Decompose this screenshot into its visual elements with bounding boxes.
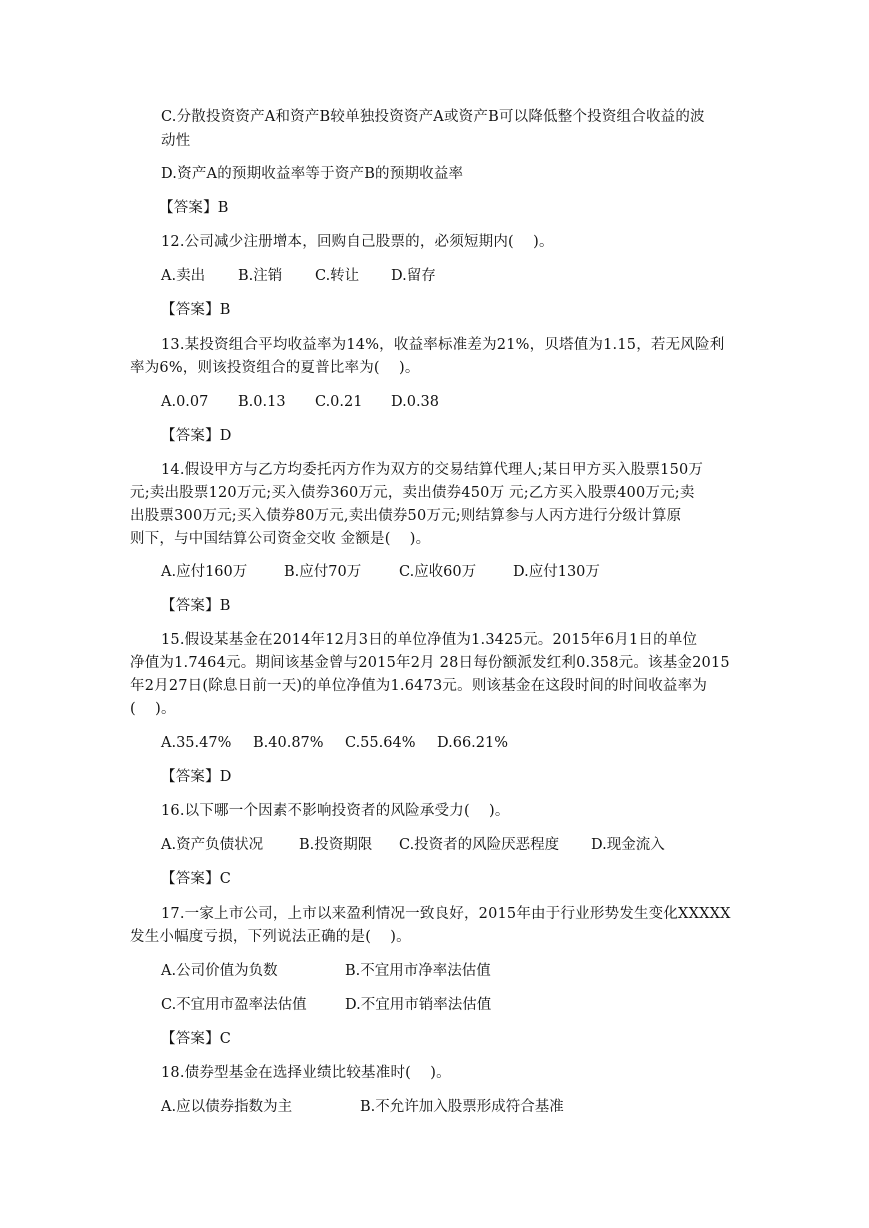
q15-option-d: D.66.21% <box>437 735 509 751</box>
q17-answer: 【答案】C <box>161 1031 232 1047</box>
q13-answer: 【答案】D <box>161 428 232 444</box>
q14-stem-line2: 元;卖出股票120万元;买入债券360万元，卖出债券450万 元;乙方买入股票400万元;卖 <box>130 485 695 501</box>
q15-stem-line2: 净值为1.7464元。期间该基金曾与2015年2月 28日每份额派发红利0.358元。该基金2015 <box>130 655 730 671</box>
q15-stem-line3: 年2月27日(除息日前一天)的单位净值为1.6473元。则该基金在这段时间的时间收益率为 <box>130 678 708 694</box>
q14-stem-line4: 则下，与中国结算公司资金交收 金额是( )。 <box>130 531 431 547</box>
q18-stem: 18.债券型基金在选择业绩比较基准时( )。 <box>161 1065 451 1081</box>
q15-option-a: A.35.47% <box>161 735 232 751</box>
q16-stem: 16.以下哪一个因素不影响投资者的风险承受力( )。 <box>161 803 510 819</box>
q16-option-a: A.资产负债状况 <box>161 837 264 853</box>
q14-option-b: B.应付70万 <box>284 564 362 580</box>
q16-option-c: C.投资者的风险厌恶程度 <box>399 837 560 853</box>
q14-stem-line1: 14.假设甲方与乙方均委托丙方作为双方的交易结算代理人;某日甲方买入股票150万 <box>161 462 704 478</box>
q12-option-c: C.转让 <box>315 268 360 284</box>
q16-answer: 【答案】C <box>161 871 232 887</box>
q17-option-d: D.不宜用市销率法估值 <box>345 997 492 1013</box>
q14-answer: 【答案】B <box>161 598 231 614</box>
q18-option-b: B.不允许加入股票形成符合基准 <box>360 1099 564 1115</box>
q13-stem-line1: 13.某投资组合平均收益率为14%，收益率标准差为21%，贝塔值为1.15，若无风险利 <box>161 337 725 353</box>
q15-option-c: C.55.64% <box>345 735 416 751</box>
q17-stem-line1: 17.一家上市公司，上市以来盈利情况一致良好，2015年由于行业形势发生变化XXXXX <box>161 906 731 922</box>
q17-option-a: A.公司价值为负数 <box>161 963 278 979</box>
q11-option-c-line1: C.分散投资资产A和资产B较单独投资资产A或资产B可以降低整个投资组合收益的波 <box>161 109 705 125</box>
q12-stem: 12.公司减少注册增本，回购自己股票的，必须短期内( )。 <box>161 234 554 250</box>
q11-option-c-line2: 动性 <box>161 133 191 149</box>
q12-option-b: B.注销 <box>238 268 283 284</box>
q17-option-c: C.不宜用市盈率法估值 <box>161 997 307 1013</box>
q15-stem-line4: ( )。 <box>130 701 176 717</box>
q13-option-b: B.0.13 <box>238 394 286 410</box>
q11-option-d: D.资产A的预期收益率等于资产B的预期收益率 <box>161 166 464 182</box>
q15-stem-line1: 15.假设某基金在2014年12月3日的单位净值为1.3425元。2015年6月1日的单位 <box>161 632 698 648</box>
q11-answer: 【答案】B <box>159 200 229 216</box>
q12-option-d: D.留存 <box>391 268 436 284</box>
q13-option-d: D.0.38 <box>391 394 440 410</box>
q17-option-b: B.不宜用市净率法估值 <box>345 963 491 979</box>
q13-option-c: C.0.21 <box>315 394 363 410</box>
q13-stem-line2: 率为6%，则该投资组合的夏普比率为( )。 <box>130 360 420 376</box>
q15-answer: 【答案】D <box>161 769 232 785</box>
q13-option-a: A.0.07 <box>161 394 209 410</box>
q18-option-a: A.应以债券指数为主 <box>161 1099 293 1115</box>
q12-option-a: A.卖出 <box>161 268 206 284</box>
q17-stem-line2: 发生小幅度亏损，下列说法正确的是( )。 <box>130 929 411 945</box>
q14-option-d: D.应付130万 <box>513 564 600 580</box>
q14-option-a: A.应付160万 <box>161 564 248 580</box>
q16-option-d: D.现金流入 <box>591 837 665 853</box>
q14-stem-line3: 出股票300万元;买入债券80万元,卖出债券50万元;则结算参与人丙方进行分级计算原 <box>130 508 682 524</box>
q15-option-b: B.40.87% <box>253 735 324 751</box>
q16-option-b: B.投资期限 <box>299 837 373 853</box>
q12-answer: 【答案】B <box>161 302 231 318</box>
q14-option-c: C.应收60万 <box>399 564 477 580</box>
